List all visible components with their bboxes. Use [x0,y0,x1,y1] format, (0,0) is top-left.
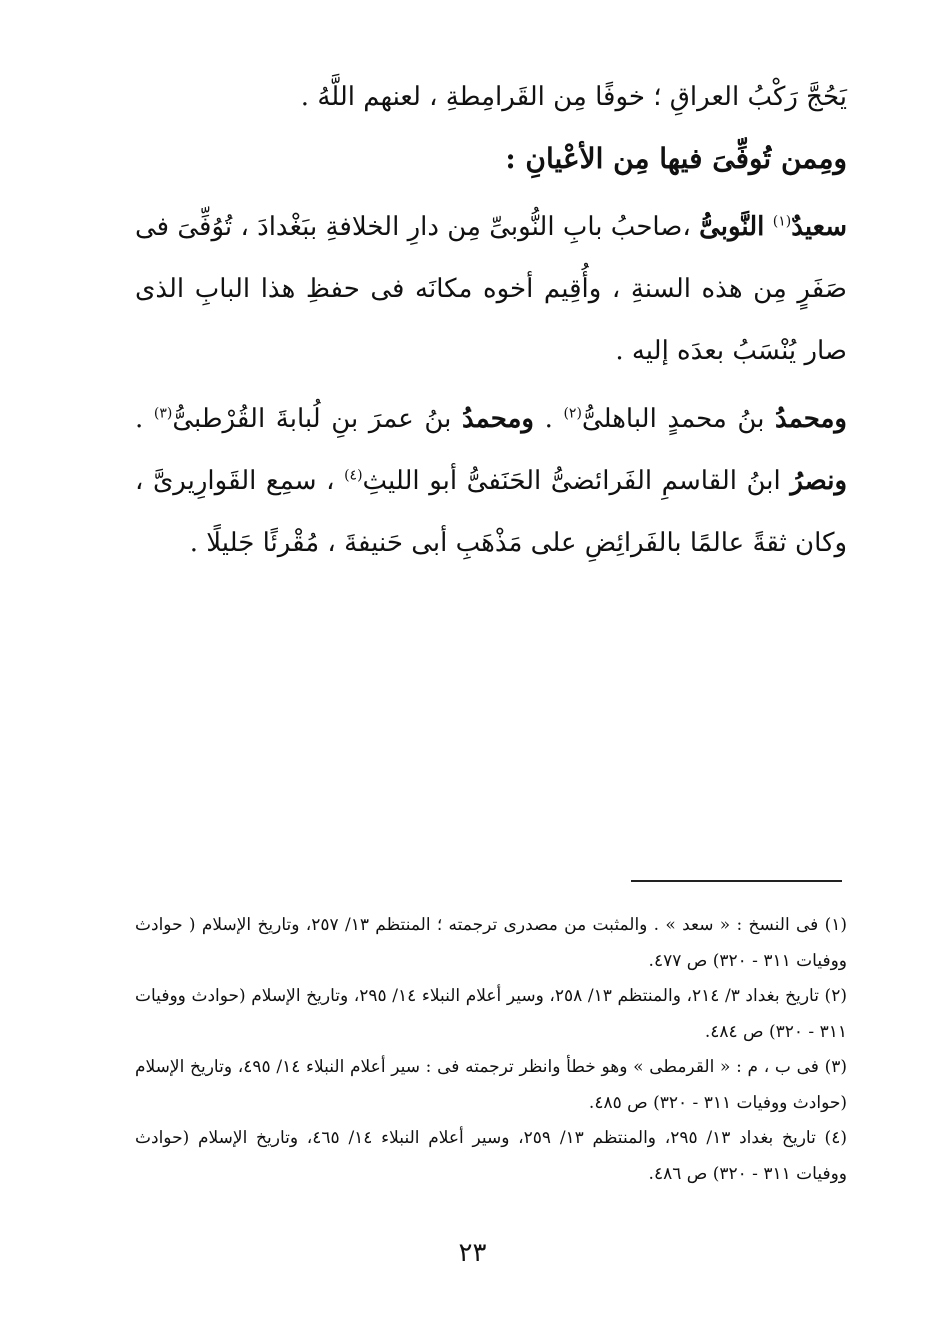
entry-name: ومحمدُ [462,404,534,434]
entry-text: ابنُ القاسمِ الفَرائضىُّ الحَنَفىُّ أبو الليثِ [362,466,791,496]
entry-name: ونصرُ [790,466,847,496]
section-heading: ومِمن تُوفِّىَ فيها مِن الأعْيانِ : [505,142,847,175]
entry-text: ، سمِع القَوارِيرىَّ ، وكان ثقةً عالمًا بالفَرائِضِ على مَذْهَبِ أبى حَنيفةَ ، مُقْرئًا جَليلًا . [135,466,847,558]
footnote-ref-3: (٣) [153,405,173,422]
footnote-ref-1: (١) [772,213,792,230]
main-text [135,66,847,574]
entry-others [135,388,847,574]
footnote-3: (٣) فى ب ، م : « القرمطى » وهو خطأ وانظر ترجمته فى : سير أعلام النبلاء ١٤/ ٤٩٥، وتاريخ الإسلام (حوادث ووفيات ٣١١ - ٣٢٠) ص ٤٨٥. [135,1057,847,1113]
page-number: ٢٣ [458,1238,487,1268]
separator: . [533,404,564,434]
entry-saeed [135,196,847,382]
footnote-2: (٢) تاريخ بغداد ٣/ ٢١٤، والمنتظم ١٣/ ٢٥٨، وسير أعلام النبلاء ١٤/ ٢٩٥، وتاريخ الإسلام (حوادث ووفيات ٣١١ - ٣٢٠) ص ٤٨٤. [135,986,847,1042]
separator: . [135,404,154,434]
footnotes [135,908,847,1192]
entry-name: سعيدٌ [791,212,848,242]
footnote-ref-2: (٢) [563,405,582,422]
footnote-1: (١) فى النسخ : « سعد » . والمثبت من مصدرى ترجمته ؛ المنتظم ١٣/ ٢٥٧، وتاريخ الإسلام ( حوادث ووفيات ٣١١ - ٣٢٠) ص ٤٧٧. [135,915,847,971]
footnote-ref-4: (٤) [344,467,363,484]
opening-line: يَحُجَّ رَكْبُ العراقِ ؛ خوفًا مِن القَرامِطةِ ، لعنهم اللَّهُ . [300,82,847,112]
entry-text: بنُ محمدٍ الباهلىُّ [581,404,776,434]
footnote-4: (٤) تاريخ بغداد ١٣/ ٢٩٥، والمنتظم ١٣/ ٢٥٩، وسير أعلام النبلاء ١٤/ ٤٦٥، وتاريخ الإسلام (حوادث ووفيات ٣١١ - ٣٢٠) ص ٤٨٦. [135,1128,847,1184]
entry-name: ومحمدُ [775,404,847,434]
entry-text: ،صاحبُ بابِ النُّوبىِّ مِن دارِ الخلافةِ ببَغْدادَ ، تُوُفِّىَ فى صَفَرٍ مِن هذه السنةِ ، وأُقِيم أخوه مكانَه فى حفظِ هذا البابِ الذى صار يُنْسَبُ بعدَه إليه . [135,212,847,366]
footnote-separator [631,880,842,882]
entry-text: بنُ عمرَ بنِ لُبابةَ القُرْطبىُّ [172,404,463,434]
entry-name-2: النَّوبىُّ [699,212,765,242]
